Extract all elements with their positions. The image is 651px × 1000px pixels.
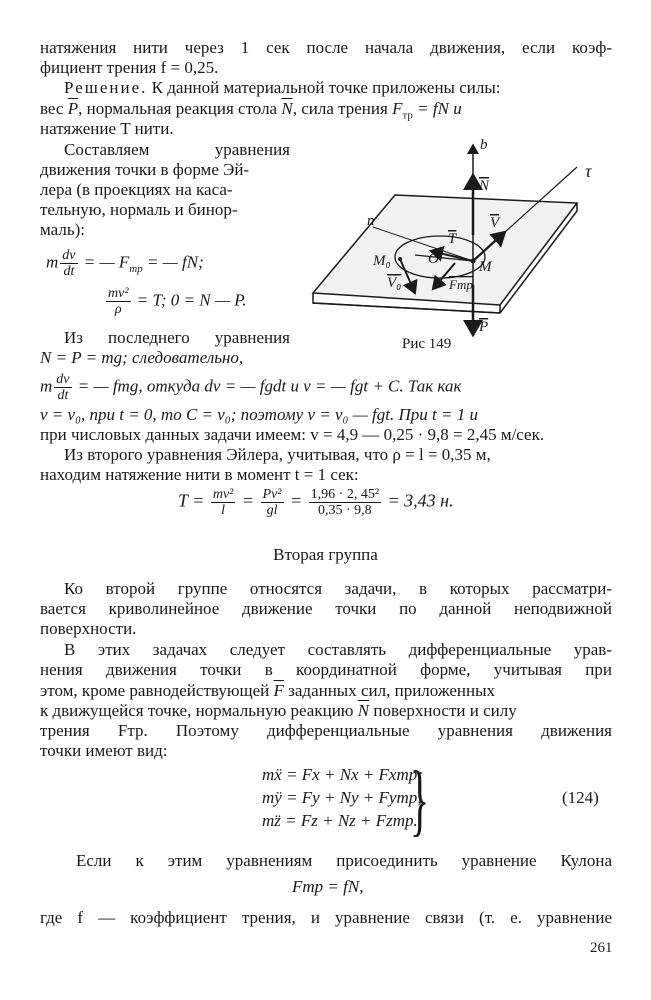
text-fragment: заданных сил, приложенных xyxy=(288,681,496,700)
text-line: натяжения нити через 1 сек после начала движения, если коэф- xyxy=(40,38,612,57)
label-T: T xyxy=(448,231,457,247)
coulomb-equation: Fтр = fN, xyxy=(292,877,364,896)
text-line: движения точки в форме Эй- xyxy=(40,160,250,179)
text-fragment: к движущейся точке, нормальную реакцию xyxy=(40,701,354,720)
text-line: Составляем уравнения xyxy=(64,140,290,159)
system-equation-z: mz̈ = Fz + Nz + Fzтр. xyxy=(262,811,418,830)
figure-caption: Рис 149 xyxy=(402,336,452,352)
text-line: поверхности. xyxy=(40,619,137,638)
text-line: точки имеют вид: xyxy=(40,741,168,760)
text-line: находим натяжение нити в момент t = 1 сек: xyxy=(40,465,359,484)
text-line: Если к этим уравнениям присоединить уравнение Кулона xyxy=(76,851,612,870)
text-line: маль): xyxy=(40,220,85,239)
text-line: В этих задачах следует составлять дифференциальные урав- xyxy=(64,640,612,659)
text-line: фициент трения f = 0,25. xyxy=(40,58,219,77)
text-fragment: поверхности и силу xyxy=(373,701,517,720)
label-O: O xyxy=(428,251,439,267)
table-plate xyxy=(313,195,577,305)
text-fragment: = fN и xyxy=(412,99,462,118)
label-M0: M₀ xyxy=(373,253,391,269)
vector-symbol: $\overline{F}$ xyxy=(273,681,284,700)
text-line xyxy=(40,681,612,701)
text-line: Из второго уравнения Эйлера, учитывая, что ρ = l = 0,35 м, xyxy=(64,445,491,464)
text-line: нения движения точки в координатной форме, учитывая при xyxy=(40,660,612,679)
text-fragment: К данной материальной точке приложены силы: xyxy=(151,78,501,97)
page-number: 261 xyxy=(590,940,613,956)
label-M: M xyxy=(479,259,492,275)
vector-symbol: $\overline{N}$ xyxy=(357,701,370,720)
label-N: N xyxy=(479,178,490,194)
equation-number: (124) xyxy=(562,788,599,807)
label-Ftr: Fтр xyxy=(449,277,473,292)
figure-149 xyxy=(305,135,605,345)
text-line: натяжение T нити. xyxy=(40,119,174,138)
text-line: лера (в проекциях на каса- xyxy=(40,180,233,199)
symbol: F xyxy=(392,99,403,118)
equation-euler-1: m $\frac{dv}{dt}$ = — $F_{тр}$ = — fN; xyxy=(46,248,204,279)
vector-symbol: $\overline{P}$ xyxy=(67,99,79,118)
text-line xyxy=(40,701,612,721)
equation-line: m $\frac{dv}{dt}$ = — fmg, откуда dv = — fgdt и v = — fgt + C. Так как xyxy=(40,372,462,403)
text-line: Ко второй группе относятся задачи, в которых рассматри- xyxy=(64,579,612,598)
label-V: V xyxy=(490,215,500,231)
text-line: вается криволинейное движение точки по данной неподвижной xyxy=(40,599,612,618)
vector-symbol: $\overline{N}$ xyxy=(281,99,293,118)
equation-euler-2: $\frac{\text{mv²}}{\rho}$ = T; 0 = N — P. xyxy=(108,286,247,317)
label-tau: τ xyxy=(585,161,592,181)
text-fragment: , нормальная реакция стола xyxy=(78,99,278,118)
text-line: Из последнего уравнения xyxy=(64,328,290,347)
text-fragment: , сила трения xyxy=(292,99,388,118)
text-line: v = v₀, при t = 0, то C = v₀; поэтому v = v₀ — fgt. При t = 1 и xyxy=(40,405,478,424)
equation-tension: T = $\frac{\text{mv²}}{l}$ = $\frac{\text{Pv²}}{gl}$ = $\frac{\text{1,96 · 2, 45²}}{0,35 \cdot 9,8}$ = 3,43 н. xyxy=(178,487,454,518)
text-line: где f — коэффициент трения, и уравнение связи (т. е. уравнение xyxy=(40,908,612,927)
text-fragment: вес xyxy=(40,99,64,118)
text-line xyxy=(64,78,612,98)
solution-label: Решение. xyxy=(64,78,148,97)
text-line: тельную, нормаль и бинор- xyxy=(40,200,238,219)
text-fragment: этом, кроме равнодействующей xyxy=(40,681,270,700)
subscript: тр xyxy=(402,109,413,122)
text-line: N = P = mg; следовательно, xyxy=(40,348,244,367)
label-V0: V₀ xyxy=(387,275,402,291)
system-equation-y: mÿ = Fy + Ny + Fyтр; xyxy=(262,788,423,807)
system-equation-x: mẍ = Fx + Nx + Fxтр; xyxy=(262,765,423,784)
right-brace: } xyxy=(410,756,430,844)
text-line: при числовых данных задачи имеем: v = 4,9 — 0,25 · 9,8 = 2,45 м/сек. xyxy=(40,425,545,444)
text-line: трения Fтр. Поэтому дифференциальные уравнения движения xyxy=(40,721,612,740)
section-heading: Вторая группа xyxy=(273,545,378,564)
label-b: b xyxy=(480,137,488,153)
label-n: n xyxy=(367,213,375,229)
label-P: P xyxy=(479,319,489,335)
